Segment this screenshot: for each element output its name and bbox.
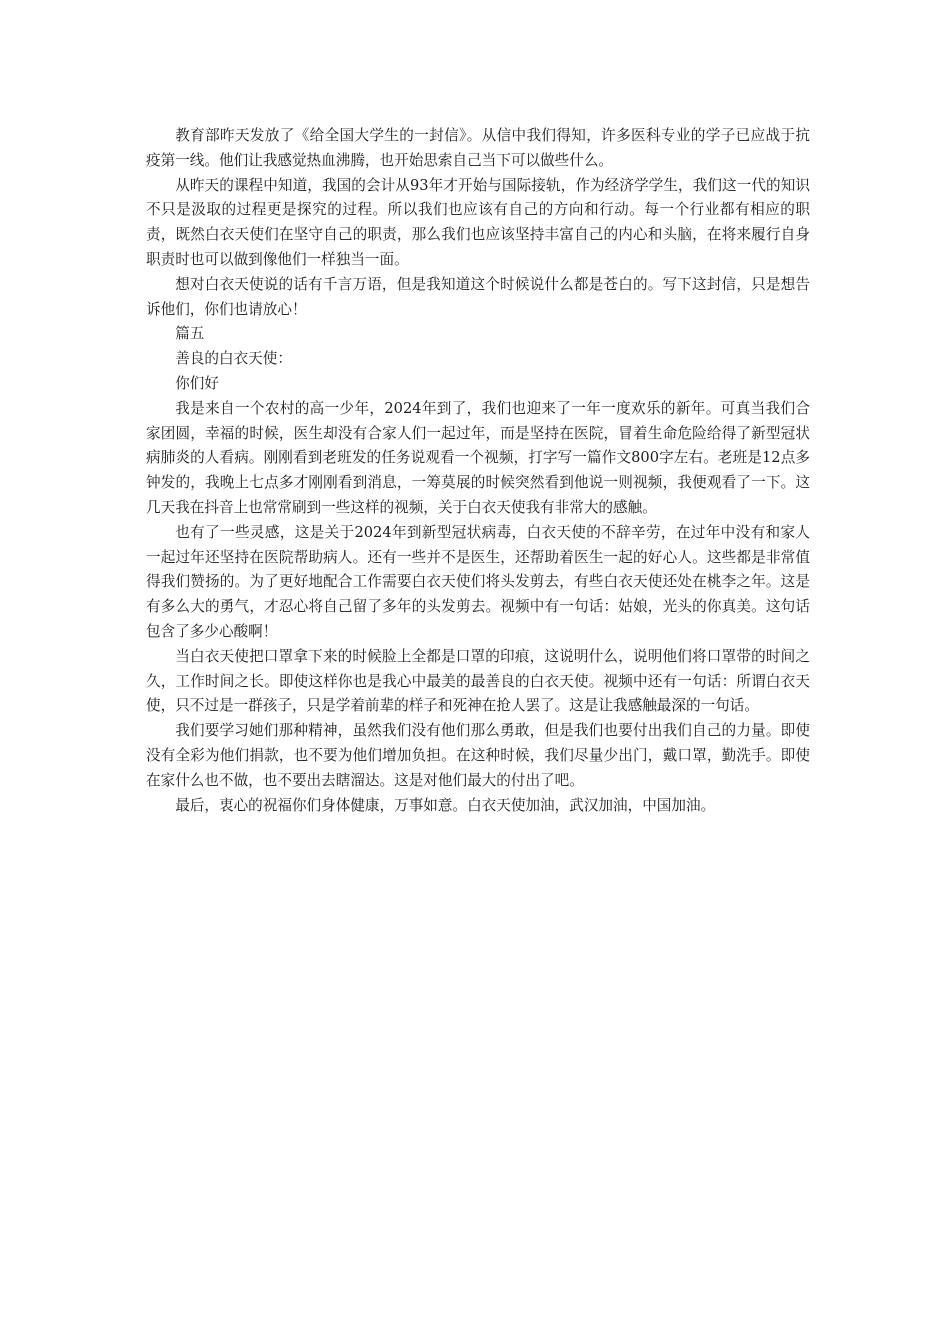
letter-greeting: 你们好 [175, 374, 219, 392]
paragraph-closing-wishes: 最后，衷心的祝福你们身体健康，万事如意。白衣天使加油，武汉加油，中国加油。 [175, 796, 716, 814]
paragraph-accounting-course: 从昨天的课程中知道，我国的会计从93年才开始与国际接轨，作为经济学学生，我们这一代的知识不只是汲取的过程更是探究的过程。所以我们也应该有自己的方向和行动。每一个行业都有相应的职责，既然白衣天使们在坚守自己的职责，那么我们也应该坚持丰富自己的内心和头脑，在将来履行自身职责时也可以做到像他们一样独当一面。 [146, 176, 810, 268]
paragraph-learn-spirit: 我们要学习她们那种精神，虽然我们没有他们那么勇敢，但是我们也要付出我们自己的力量。即使没有全彩为他们捐款，也不要为他们增加负担。在这种时候，我们尽量少出门，戴口罩，勤洗手。即使在家什么也不做，也不要出去瞎溜达。这是对他们最大的付出了吧。 [146, 722, 810, 789]
paragraph-inspiration: 也有了一些灵感，这是关于2024年到新型冠状病毒，白衣天使的不辞辛劳，在过年中没有和家人一起过年还坚持在医院帮助病人。还有一些并不是医生，还帮助着医生一起的好心人。这些都是非常值得我们赞扬的。为了更好地配合工作需要白衣天使们将头发剪去，有些白衣天使还处在桃李之年。这是有多么大的勇气，才忍心将自己留了多年的头发剪去。视频中有一句话：姑娘，光头的你真美。这句话包含了多少心酸啊！ [146, 523, 810, 640]
paragraph-rural-student: 我是来自一个农村的高一少年，2024年到了，我们也迎来了一年一度欢乐的新年。可真当我们合家团圆，幸福的时候，医生却没有合家人们一起过年，而是坚持在医院，冒着生命危险给得了新型冠状病肺炎的人看病。刚刚看到老班发的任务说观看一个视频，打字写一篇作文800字左右。老班是12点多钟发的，我晚上七点多才刚刚看到消息，一筹莫展的时候突然看到他说一则视频，我便观看了一下。这几天我在抖音上也常常刷到一些这样的视频，关于白衣天使我有非常大的感触。 [146, 399, 810, 516]
letter-salutation: 善良的白衣天使： [175, 350, 292, 368]
paragraph-ministry-letter: 教育部昨天发放了《给全国大学生的一封信》。从信中我们得知，许多医科专业的学子已应战于抗疫第一线。他们让我感觉热血沸腾，也开始思索自己当下可以做些什么。 [146, 127, 810, 169]
paragraph-words-to-angels: 想对白衣天使说的话有千言万语，但是我知道这个时候说什么都是苍白的。写下这封信，只是想告诉他们，你们也请放心！ [146, 275, 810, 318]
section-label: 篇五 [175, 325, 205, 343]
document-body [146, 124, 810, 818]
paragraph-mask-marks: 当白衣天使把口罩拿下来的时候脸上全都是口罩的印痕，这说明什么，说明他们将口罩带的时间之久，工作时间之长。即使这样你也是我心中最美的最善良的白衣天使。视频中还有一句话：所谓白衣天使，只不过是一群孩子，只是学着前辈的样子和死神在抢人罢了。这是让我感触最深的一句话。 [146, 647, 810, 715]
